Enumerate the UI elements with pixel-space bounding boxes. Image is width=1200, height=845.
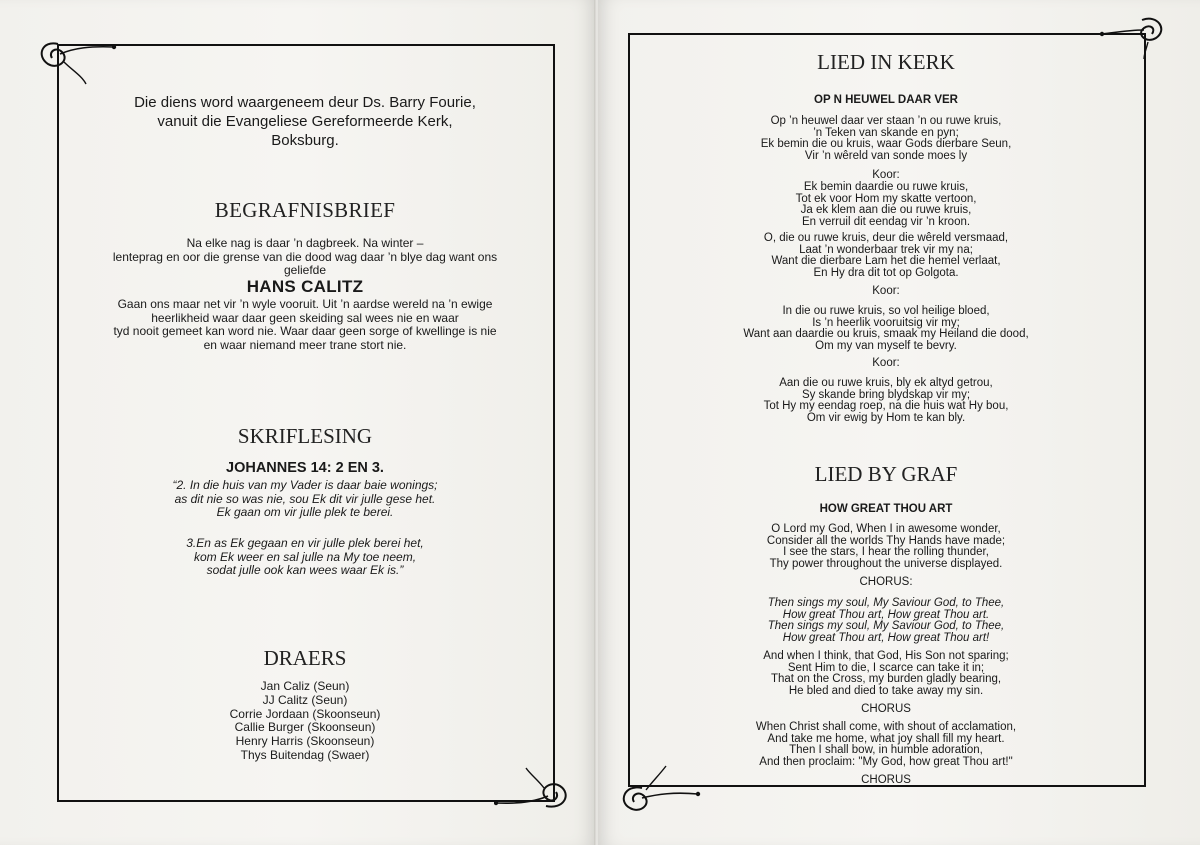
lyric-line: Laat ’n wonderbaar trek vir my na;: [799, 243, 973, 256]
lyric-line: In die ou ruwe kruis, so vol heilige bloed,: [782, 305, 990, 317]
song-stanza: [631, 722, 1141, 768]
letter-line: Na elke nag is daar ’n dagbreek. Na winter –: [186, 236, 424, 250]
letter-line: Gaan ons maar net vir ’n wyle vooruit. Uit ’n aardse wereld na ’n ewige: [117, 297, 493, 311]
bearer-item: Thys Buitendag (Swaer): [240, 747, 370, 762]
song-stanza: [631, 116, 1141, 162]
lyric-line: He bled and died to take away my sin.: [788, 684, 984, 697]
lyric-line: And then proclaim: "My God, how great Thou art!": [759, 755, 1013, 768]
church-song-heading: LIED IN KERK: [817, 50, 955, 74]
right-page: [598, 0, 1200, 845]
lyric-line: Then sings my soul, My Saviour God, to Thee,: [767, 620, 1005, 632]
lyric-line: Vir ’n wêreld van sonde moes ly: [804, 149, 968, 162]
lyric-line: Om my van myself te bevry.: [815, 339, 957, 352]
verse-line: “2. In die huis van my Vader is daar baie wonings;: [172, 478, 438, 492]
reading-reference: JOHANNES 14: 2 EN 3.: [226, 460, 384, 476]
letter-line: tyd nooit gemeet kan word nie. Waar daar geen sorge of kwellinge is nie: [113, 324, 497, 338]
intro-line: Die diens word waargeneem deur Ds. Barry Fourie,: [134, 94, 476, 111]
intro-line: Boksburg.: [271, 132, 339, 149]
chorus-label: CHORUS:: [859, 576, 913, 588]
bearer-item: JJ Calitz (Seun): [262, 692, 348, 707]
lyric-line: I see the stars, I hear the rolling thunder,: [783, 546, 989, 558]
deceased-name: HANS CALITZ: [246, 277, 364, 296]
grave-song-heading: LIED BY GRAF: [814, 462, 958, 486]
lyric-line: Tot ek voor Hom my skatte vertoon,: [795, 192, 977, 205]
lyric-line: How great Thou art, How great Thou art!: [782, 631, 990, 644]
letter-line: en waar niemand meer trane stort nie.: [203, 337, 407, 352]
grave-song-title: HOW GREAT THOU ART: [819, 503, 953, 515]
lyric-line: Sent Him to die, I scarce can take it in;: [787, 661, 985, 674]
letter-text: [60, 298, 550, 352]
verse-line: sodat julle ook kan wees waar Ek is.”: [206, 563, 404, 577]
lyric-line: O, die ou ruwe kruis, deur die wêreld versmaad,: [763, 232, 1009, 244]
lyric-line: Thy power throughout the universe displayed.: [769, 557, 1003, 570]
song-chorus: [631, 598, 1141, 644]
letter-heading: BEGRAFNISBRIEF: [214, 198, 396, 222]
lyric-line: Ek bemin daardie ou ruwe kruis,: [803, 181, 969, 193]
song-stanza: [631, 306, 1141, 352]
intro-line: vanuit die Evangeliese Gereformeerde Kerk,: [157, 113, 453, 130]
lyric-line: Want die dierbare Lam het die hemel verlaat,: [771, 255, 1001, 267]
lyric-line: Ja ek klem aan die ou ruwe kruis,: [800, 204, 972, 216]
chorus-label: CHORUS: [861, 774, 911, 786]
verse-line: kom Ek weer en sal julle na My toe neem,: [193, 549, 417, 564]
lyric-line: And when I think, that God, His Son not sparing;: [763, 650, 1009, 662]
reading-verse: [60, 537, 550, 578]
service-intro: [60, 93, 550, 150]
reading-heading: SKRIFLESING: [237, 424, 373, 448]
bearers-list: [60, 680, 550, 763]
song-stanza: [631, 524, 1141, 570]
letter-line: heerlikheid waar daar geen skeiding sal wees nie en waar: [151, 310, 459, 325]
bearer-item: Jan Caliz (Seun): [260, 679, 350, 693]
verse-line: Ek gaan om vir julle plek te berei.: [216, 505, 394, 519]
lyric-line: And take me home, what joy shall fill my heart.: [767, 732, 1005, 745]
song-stanza: [631, 651, 1141, 697]
bearer-item: Callie Burger (Skoonseun): [234, 720, 376, 735]
lyric-line: That on the Cross, my burden gladly bearing,: [770, 673, 1002, 685]
left-page: [0, 0, 596, 845]
bearer-item: Corrie Jordaan (Skoonseun): [229, 706, 381, 721]
lyric-line: En Hy dra dit tot op Golgota.: [813, 266, 959, 279]
lyric-line: O Lord my God, When I in awesome wonder,: [771, 523, 1001, 535]
song-chorus: [631, 182, 1141, 228]
right-content: [631, 0, 1141, 845]
chorus-label: Koor:: [872, 285, 900, 297]
lyric-line: Consider all the worlds Thy Hands have made;: [766, 534, 1006, 547]
lyric-line: Tot Hy my eendag roep, na die huis wat Hy bou,: [763, 400, 1009, 412]
verse-line: 3.En as Ek gegaan en vir julle plek berei het,: [186, 536, 424, 550]
church-song-title: OP N HEUWEL DAAR VER: [814, 94, 958, 106]
lyric-line: Is ’n heerlik vooruitsig vir my;: [812, 316, 960, 329]
song-stanza: [631, 378, 1141, 424]
letter-line: lenteprag en oor die grense van die dood wag daar ’n blye dag want ons: [112, 249, 498, 264]
chorus-label: CHORUS: [861, 703, 911, 715]
bearers-heading: DRAERS: [263, 646, 347, 670]
lyric-line: Then I shall bow, in humble adoration,: [789, 744, 983, 756]
lyric-line: Want aan daardie ou kruis, smaak my Heiland die dood,: [743, 328, 1029, 340]
song-stanza: [631, 233, 1141, 279]
lyric-line: Om vir ewig by Hom te kan bly.: [806, 411, 966, 424]
lyric-line: Aan die ou ruwe kruis, bly ek altyd getrou,: [779, 377, 993, 389]
lyric-line: When Christ shall come, with shout of acclamation,: [755, 721, 1017, 733]
left-content: [60, 0, 550, 845]
letter-line: geliefde: [283, 263, 327, 277]
bearer-item: Henry Harris (Skoonseun): [235, 734, 375, 749]
lyric-line: En verruil dit eendag vir ’n kroon.: [801, 215, 971, 228]
chorus-label: Koor:: [872, 169, 900, 181]
letter-text: [60, 237, 550, 278]
lyric-line: How great Thou art, How great Thou art.: [782, 608, 990, 621]
verse-line: as dit nie so was nie, sou Ek dit vir julle gese het.: [174, 491, 436, 506]
lyric-line: Op ’n heuwel daar ver staan ’n ou ruwe kruis,: [770, 115, 1002, 127]
lyric-line: Ek bemin die ou kruis, waar Gods dierbare Seun,: [760, 138, 1012, 150]
reading-verse: [60, 479, 550, 520]
lyric-line: ’n Teken van skande en pyn;: [813, 126, 959, 139]
lyric-line: Then sings my soul, My Saviour God, to Thee,: [767, 597, 1005, 609]
lyric-line: Sy skande bring blydskap vir my;: [801, 388, 971, 401]
chorus-label: Koor:: [872, 357, 900, 369]
